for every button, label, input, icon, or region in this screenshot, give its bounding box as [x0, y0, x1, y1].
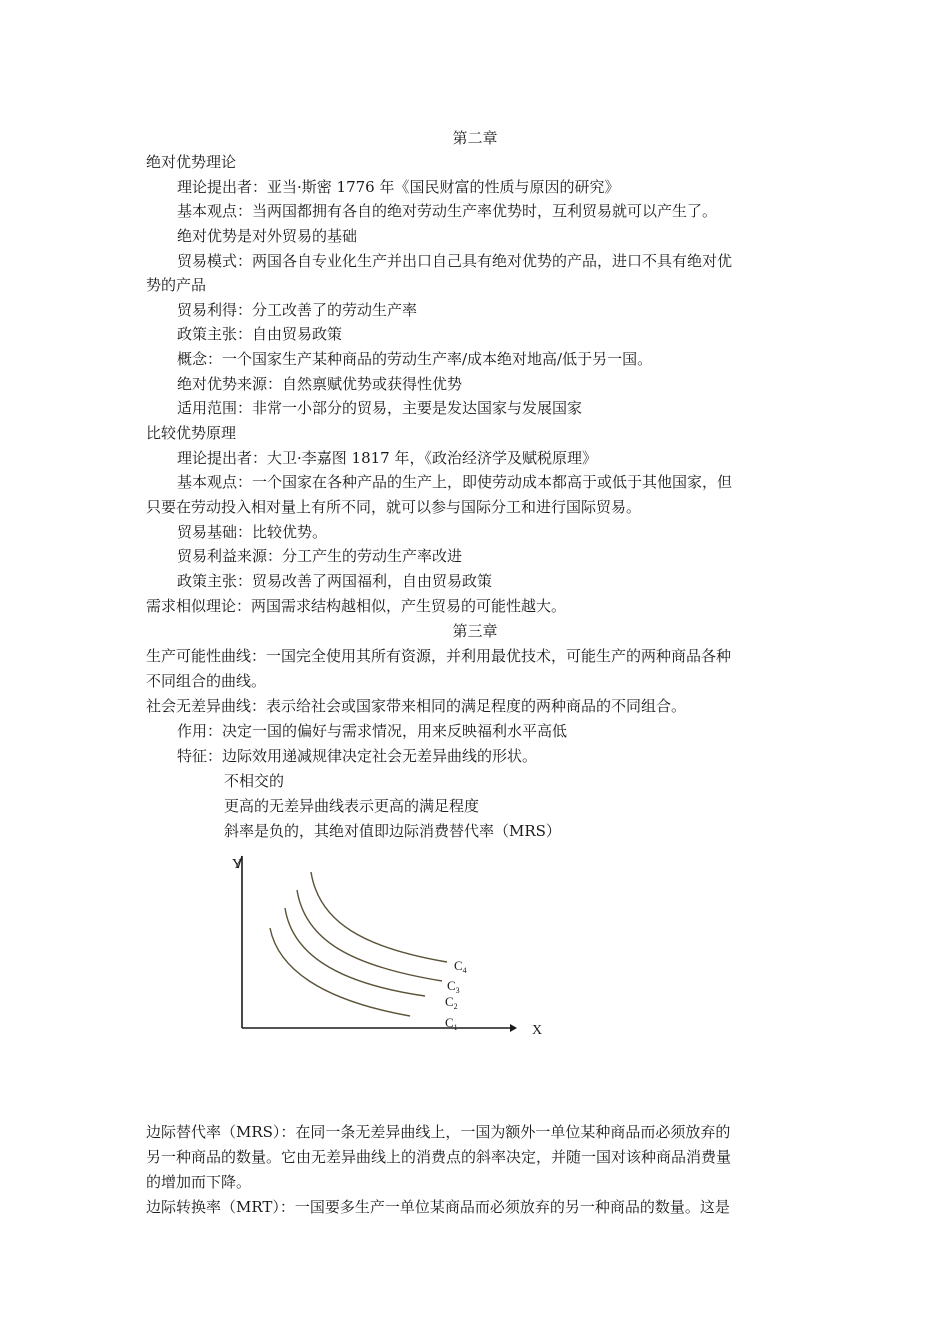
indifference-curve-c4 [311, 872, 447, 962]
feature-item-1: 不相交的 [224, 772, 285, 790]
absolute-basis: 绝对优势是对外贸易的基础 [177, 227, 358, 245]
comparative-basic-view-cont: 只要在劳动投入相对量上有所不同，就可以参与国际分工和进行国际贸易。 [146, 498, 642, 516]
absolute-scope: 适用范围：非常一小部分的贸易，主要是发达国家与发展国家 [177, 399, 583, 417]
feature-item-3: 斜率是负的，其绝对值即边际消费替代率（MRS） [224, 822, 561, 840]
sic-definition: 社会无差异曲线：表示给社会或国家带来相同的满足程度的两种商品的不同组合。 [146, 697, 687, 715]
x-axis-label: X [532, 1023, 543, 1038]
curve-label-c4: $C_4$ [454, 958, 467, 975]
sic-feature: 特征：边际效用递减规律决定社会无差异曲线的形状。 [177, 747, 538, 765]
mrt-definition: 边际转换率（MRT）：一国要多生产一单位某商品而必须放弃的另一种商品的数量。这是 [146, 1198, 730, 1216]
absolute-advantage-title: 绝对优势理论 [146, 153, 237, 171]
sic-role: 作用：决定一国的偏好与需求情况，用来反映福利水平高低 [177, 722, 568, 740]
curve-label-c1: $C_1$ [445, 1015, 458, 1032]
indifference-curves-figure [220, 848, 543, 1048]
absolute-source: 绝对优势来源：自然禀赋优势或获得性优势 [177, 375, 463, 393]
chapter-3-heading: 第三章 [452, 622, 498, 640]
indifference-curve-c3 [297, 890, 442, 981]
comparative-advantage-title: 比较优势原理 [146, 424, 237, 442]
comparative-policy: 政策主张：贸易改善了两国福利，自由贸易政策 [177, 572, 493, 590]
curve-label-c2: $C_2$ [445, 994, 458, 1011]
comparative-proposer: 理论提出者：大卫·李嘉图 1817 年，《政治经济学及赋税原理》 [177, 449, 597, 467]
mrs-definition-cont-2: 的增加而下降。 [146, 1173, 252, 1191]
feature-item-2: 更高的无差异曲线表示更高的满足程度 [224, 797, 480, 815]
y-axis [238, 856, 242, 1028]
mrs-definition-cont-1: 另一种商品的数量。它由无差异曲线上的消费点的斜率决定，并随一国对该种商品消费量 [146, 1148, 732, 1166]
absolute-proposer: 理论提出者：亚当·斯密 1776 年《国民财富的性质与原因的研究》 [177, 178, 620, 196]
indifference-curve-c1 [270, 928, 410, 1016]
demand-similarity-theory: 需求相似理论：两国需求结构越相似，产生贸易的可能性越大。 [146, 597, 567, 615]
comparative-gain-source: 贸易利益来源：分工产生的劳动生产率改进 [177, 547, 463, 565]
absolute-trade-mode-cont: 势的产品 [146, 276, 207, 294]
ppc-definition-cont: 不同组合的曲线。 [146, 672, 267, 690]
absolute-policy: 政策主张：自由贸易政策 [177, 325, 343, 343]
comparative-trade-basis: 贸易基础：比较优势。 [177, 523, 328, 541]
mrs-definition: 边际替代率（MRS）：在同一条无差异曲线上，一国为额外一单位某种商品而必须放弃的 [146, 1123, 731, 1141]
comparative-basic-view: 基本观点：一个国家在各种产品的生产上，即使劳动成本都高于或低于其他国家，但 [177, 473, 733, 491]
y-axis-label: Y [232, 857, 243, 872]
absolute-concept: 概念：一个国家生产某种商品的劳动生产率/成本绝对地高/低于另一国。 [177, 350, 653, 368]
curve-label-c3: $C_3$ [447, 978, 460, 995]
absolute-basic-view: 基本观点：当两国都拥有各自的绝对劳动生产率优势时，互利贸易就可以产生了。 [177, 202, 718, 220]
absolute-trade-mode: 贸易模式：两国各自专业化生产并出口自己具有绝对优势的产品，进口不具有绝对优 [177, 252, 733, 270]
chapter-2-heading: 第二章 [452, 129, 498, 147]
absolute-trade-gains: 贸易利得：分工改善了的劳动生产率 [177, 301, 418, 319]
x-axis [242, 1024, 517, 1032]
ppc-definition: 生产可能性曲线：一国完全使用其所有资源，并利用最优技术，可能生产的两种商品各种 [146, 647, 732, 665]
